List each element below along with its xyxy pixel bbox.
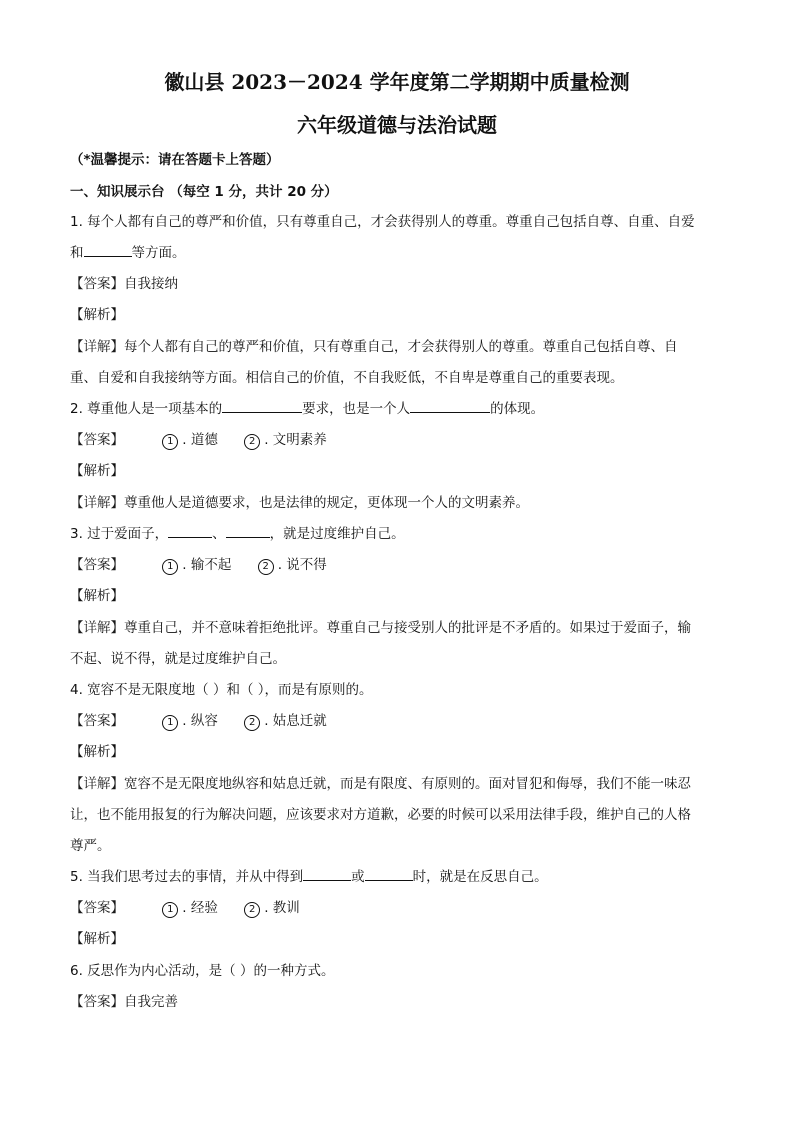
page-title: 徽山县 2023－2024 学年度第二学期期中质量检测 xyxy=(164,70,630,94)
question-6: 6. 反思作为内心活动，是（ ）的一种方式。 xyxy=(70,963,335,979)
answer-option-text: . 文明素养 xyxy=(264,432,327,448)
question-1-prefix: 和 xyxy=(70,245,84,261)
question-2 xyxy=(70,400,544,418)
detail-text: 每个人都有自己的尊严和价值，只有尊重自己，才会获得别人的尊重。尊重自己包括自尊、自 xyxy=(124,339,678,355)
question-5-pre: 5. 当我们思考过去的事情，并从中得到 xyxy=(70,869,304,885)
detail-1-line-1 xyxy=(70,338,678,356)
answer-option-text: . 教训 xyxy=(264,900,300,916)
detail-4-line-3: 尊严。 xyxy=(70,838,111,854)
answer-tag: 【答案】 xyxy=(70,900,124,916)
answer-line-3 xyxy=(70,556,349,575)
detail-3-line-2: 不起、说不得，就是过度维护自己。 xyxy=(70,651,286,667)
circled-number-icon: 2 xyxy=(244,434,260,450)
question-4: 4. 宽容不是无限度地（ ）和（ ），而是有原则的。 xyxy=(70,682,373,698)
answer-option-text: . 经验 xyxy=(182,900,218,916)
question-2-pre: 2. 尊重他人是一项基本的 xyxy=(70,401,223,417)
analysis-tag-4: 【解析】 xyxy=(70,744,124,760)
circled-number-icon: 2 xyxy=(258,559,274,575)
detail-text: 宽容不是无限度地纵容和姑息迁就，而是有限度、有原则的。面对冒犯和侮辱，我们不能一味忍 xyxy=(124,776,691,792)
answer-line-2 xyxy=(70,431,349,450)
fill-blank xyxy=(222,400,302,413)
detail-tag: 【详解】 xyxy=(70,620,124,636)
fill-blank xyxy=(410,400,490,413)
answer-line-5 xyxy=(70,899,322,918)
detail-text: 尊重自己，并不意味着拒绝批评。尊重自己与接受别人的批评是不矛盾的。如果过于爱面子，输 xyxy=(124,620,691,636)
answer-tag: 【答案】 xyxy=(70,713,124,729)
fill-blank xyxy=(226,525,270,538)
question-1-line-2 xyxy=(70,244,186,262)
answer-option-2 xyxy=(244,899,300,918)
question-3-mid: 、 xyxy=(212,526,226,542)
question-5 xyxy=(70,868,548,886)
circled-number-icon: 2 xyxy=(244,902,260,918)
question-2-post: 的体现。 xyxy=(490,401,545,417)
answer-tag: 【答案】 xyxy=(70,557,124,573)
answer-text: 自我接纳 xyxy=(124,276,178,292)
fill-blank xyxy=(168,525,212,538)
answer-line-6 xyxy=(70,993,178,1011)
answer-option-text: . 说不得 xyxy=(277,557,327,573)
circled-number-icon: 1 xyxy=(162,434,178,450)
detail-text: 尊重他人是道德要求，也是法律的规定，更体现一个人的文明素养。 xyxy=(124,495,529,511)
analysis-tag-3: 【解析】 xyxy=(70,588,124,604)
question-1-suffix: 等方面。 xyxy=(131,245,186,261)
circled-number-icon: 1 xyxy=(162,715,178,731)
answer-option-text: . 纵容 xyxy=(182,713,218,729)
question-5-post: 时，就是在反思自己。 xyxy=(412,869,548,885)
answer-option-2 xyxy=(244,712,327,731)
page-subtitle: 六年级道德与法治试题 xyxy=(297,113,497,137)
answer-tag: 【答案】 xyxy=(70,994,124,1010)
answer-option-1 xyxy=(162,712,218,731)
question-3 xyxy=(70,525,405,543)
detail-4-line-2: 让，也不能用报复的行为解决问题，应该要求对方道歉，必要的时候可以采用法律手段，维护自己的人格 xyxy=(70,807,691,823)
answer-text: 自我完善 xyxy=(124,994,178,1010)
section-heading: 一、知识展示台 （每空 1 分，共计 20 分） xyxy=(70,184,338,200)
analysis-tag-2: 【解析】 xyxy=(70,463,124,479)
answer-tag: 【答案】 xyxy=(70,276,124,292)
fill-blank xyxy=(365,868,413,881)
detail-3-line-1 xyxy=(70,619,691,637)
answer-option-2 xyxy=(258,556,327,575)
question-5-mid: 或 xyxy=(351,869,365,885)
question-3-post: ，就是过度维护自己。 xyxy=(269,526,405,542)
answer-tag: 【答案】 xyxy=(70,432,124,448)
circled-number-icon: 2 xyxy=(244,715,260,731)
detail-tag: 【详解】 xyxy=(70,339,124,355)
fill-blank xyxy=(84,244,132,257)
detail-tag: 【详解】 xyxy=(70,776,124,792)
hint-text: （*温馨提示：请在答题卡上答题） xyxy=(70,152,280,168)
question-3-pre: 3. 过于爱面子， xyxy=(70,526,169,542)
analysis-tag-1: 【解析】 xyxy=(70,307,124,323)
detail-2 xyxy=(70,494,529,512)
answer-option-2 xyxy=(244,431,327,450)
fill-blank xyxy=(303,868,351,881)
answer-line-1 xyxy=(70,275,178,293)
analysis-tag-5: 【解析】 xyxy=(70,931,124,947)
circled-number-icon: 1 xyxy=(162,559,178,575)
answer-option-text: . 输不起 xyxy=(182,557,232,573)
answer-option-text: . 姑息迁就 xyxy=(264,713,327,729)
question-1-line-1: 1. 每个人都有自己的尊严和价值，只有尊重自己，才会获得别人的尊重。尊重自己包括自尊、自重、自爱 xyxy=(70,214,695,230)
answer-option-1 xyxy=(162,899,218,918)
answer-option-1 xyxy=(162,431,218,450)
answer-option-1 xyxy=(162,556,231,575)
detail-4-line-1 xyxy=(70,775,691,793)
answer-option-text: . 道德 xyxy=(182,432,218,448)
circled-number-icon: 1 xyxy=(162,902,178,918)
question-2-mid: 要求，也是一个人 xyxy=(302,401,411,417)
detail-tag: 【详解】 xyxy=(70,495,124,511)
detail-1-line-2: 重、自爱和自我接纳等方面。相信自己的价值，不自我贬低，不自卑是尊重自己的重要表现。 xyxy=(70,370,624,386)
answer-line-4 xyxy=(70,712,349,731)
